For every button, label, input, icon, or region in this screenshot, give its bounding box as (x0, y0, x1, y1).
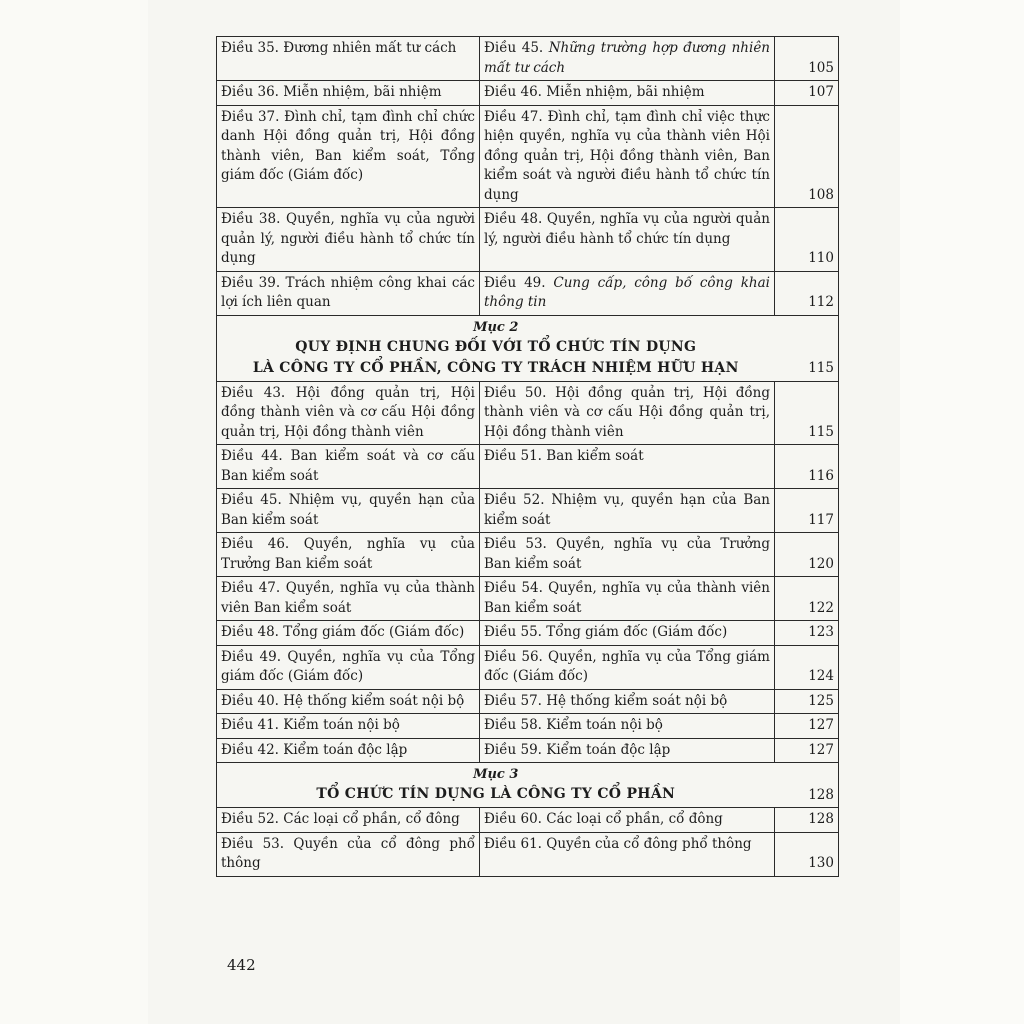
new-article-title: Đình chỉ, tạm đình chỉ việc thực hiện quyền, nghĩa vụ của thành viên Hội đồng quản trị, Hội đồng thành viên, Ban kiểm soát và người điều hành tổ chức tín dụng (484, 108, 770, 203)
old-article-title: Các loại cổ phần, cổ đông (278, 811, 460, 827)
new-article-cell (480, 808, 775, 833)
new-article-number: Điều 54. (484, 580, 543, 596)
page-ref: 123 (775, 621, 839, 646)
page-ref: 124 (775, 645, 839, 689)
new-article-title: Các loại cổ phần, cổ đông (541, 811, 723, 827)
old-article-cell (217, 445, 480, 489)
new-article-number: Điều 56. (484, 648, 543, 665)
new-article-cell (480, 208, 775, 272)
old-article-title: Quyền của cổ đông phổ thông (221, 835, 476, 871)
page-ref: 128 (775, 808, 839, 833)
old-article-cell (217, 381, 480, 445)
table-row (217, 489, 839, 533)
new-article-cell (480, 533, 775, 577)
section-title-line-1: TỔ CHỨC TÍN DỤNG LÀ CÔNG TY CỔ PHẦN (316, 786, 676, 802)
old-article-title: Ban kiểm soát và cơ cấu Ban kiểm soát (221, 448, 476, 484)
old-article-cell (217, 533, 480, 577)
new-article-title: Quyền, nghĩa vụ của Tổng giám đốc (Giám đốc) (484, 648, 770, 684)
new-article-number: Điều 58. (484, 717, 542, 733)
page-margin (900, 0, 1024, 1024)
page-ref: 127 (775, 714, 839, 739)
old-article-title: Quyền, nghĩa vụ của Tổng giám đốc (Giám đốc) (221, 648, 475, 684)
old-article-cell (217, 105, 480, 208)
old-article-number: Điều 44. (221, 448, 283, 464)
page-ref: 128 (775, 763, 839, 808)
old-article-title: Miễn nhiệm, bãi nhiệm (278, 84, 442, 100)
new-article-number: Điều 51. (484, 448, 542, 464)
new-article-number: Điều 61. (484, 835, 542, 852)
old-article-cell (217, 81, 480, 106)
old-article-number: Điều 38. (221, 211, 281, 227)
page-ref: 112 (775, 271, 839, 315)
new-article-title: Quyền của cổ đông phổ thông (541, 835, 752, 852)
table-row (217, 81, 839, 106)
new-article-title: Miễn nhiệm, bãi nhiệm (541, 84, 705, 100)
section-label: Mục 3 (473, 767, 519, 782)
old-article-cell (217, 37, 480, 81)
table-row (217, 208, 839, 272)
new-article-title: Quyền, nghĩa vụ của thành viên Ban kiểm soát (484, 580, 770, 616)
page-ref: 125 (775, 689, 839, 714)
old-article-title: Đình chỉ, tạm đình chỉ chức danh Hội đồng quản trị, Hội đồng thành viên, Ban kiểm soát, Tổng giám đốc (Giám đốc) (221, 108, 475, 183)
old-article-number: Điều 36. (221, 84, 279, 100)
old-article-number: Điều 46. (221, 536, 290, 552)
table-row (217, 381, 839, 445)
section-label: Mục 2 (473, 319, 519, 335)
old-article-number: Điều 49. (221, 648, 282, 665)
page-ref: 110 (775, 208, 839, 272)
table-row (217, 271, 839, 315)
old-article-number: Điều 39. (221, 274, 281, 291)
new-article-cell (480, 832, 775, 876)
new-article-number: Điều 50. (484, 384, 547, 401)
new-article-title: Ban kiểm soát (541, 448, 644, 464)
new-article-title: Hội đồng quản trị, Hội đồng thành viên và cơ cấu Hội đồng quản trị, Hội đồng thành viên (484, 384, 770, 440)
new-article-cell (480, 714, 775, 739)
new-article-cell (480, 271, 775, 315)
new-article-number: Điều 49. (484, 274, 546, 291)
old-article-number: Điều 37. (221, 108, 280, 125)
old-article-number: Điều 52. (221, 811, 279, 827)
old-article-number: Điều 41. (221, 717, 279, 733)
new-article-number: Điều 57. (484, 692, 542, 709)
old-article-title: Hệ thống kiểm soát nội bộ (278, 692, 465, 709)
page-ref: 127 (775, 738, 839, 763)
new-article-cell (480, 105, 775, 208)
old-article-cell (217, 271, 480, 315)
new-article-cell (480, 489, 775, 533)
old-article-title: Đương nhiên mất tư cách (278, 40, 457, 56)
section-header-row (217, 763, 839, 808)
old-article-cell (217, 577, 480, 621)
old-article-title: Tổng giám đốc (Giám đốc) (278, 624, 465, 640)
old-article-title: Kiểm toán nội bộ (278, 717, 400, 733)
old-article-title: Nhiệm vụ, quyền hạn của Ban kiểm soát (221, 492, 475, 528)
new-article-title: Cung cấp, công bố công khai thông tin (484, 274, 770, 310)
new-article-number: Điều 47. (484, 108, 543, 125)
page-ref: 116 (775, 445, 839, 489)
old-article-cell (217, 808, 480, 833)
old-article-number: Điều 43. (221, 384, 286, 401)
new-article-cell (480, 381, 775, 445)
new-article-number: Điều 55. (484, 624, 542, 640)
old-article-cell (217, 689, 480, 714)
old-article-cell (217, 645, 480, 689)
old-article-number: Điều 53. (221, 835, 285, 852)
new-article-title: Kiểm toán độc lập (541, 741, 671, 758)
new-article-cell (480, 621, 775, 646)
new-article-cell (480, 645, 775, 689)
table-row (217, 738, 839, 763)
table-row (217, 445, 839, 489)
old-article-title: Quyền, nghĩa vụ của Trưởng Ban kiểm soát (221, 536, 475, 572)
table-row (217, 105, 839, 208)
table-row (217, 689, 839, 714)
old-article-title: Trách nhiệm công khai các lợi ích liên quan (221, 274, 475, 310)
page-ref: 130 (775, 832, 839, 876)
new-article-title: Quyền, nghĩa vụ của Trưởng Ban kiểm soát (484, 536, 770, 572)
new-article-title: Những trường hợp đương nhiên mất tư cách (484, 40, 770, 76)
section-title-line-1: QUY ĐỊNH CHUNG ĐỐI VỚI TỔ CHỨC TÍN DỤNG (295, 338, 697, 355)
new-article-number: Điều 52. (484, 492, 545, 508)
section-header-row (217, 315, 839, 381)
page-ref: 115 (775, 381, 839, 445)
table-row (217, 832, 839, 876)
table-row (217, 533, 839, 577)
section-title-line-2: LÀ CÔNG TY CỔ PHẦN, CÔNG TY TRÁCH NHIỆM HỮU HẠN (252, 359, 739, 376)
table-row (217, 621, 839, 646)
table-row (217, 37, 839, 81)
new-article-number: Điều 48. (484, 211, 543, 227)
new-article-cell (480, 81, 775, 106)
page-ref: 108 (775, 105, 839, 208)
new-article-title: Quyền, nghĩa vụ của người quản lý, người điều hành tổ chức tín dụng (484, 211, 770, 247)
page-number: 442 (227, 956, 256, 974)
old-article-cell (217, 832, 480, 876)
new-article-number: Điều 60. (484, 811, 542, 827)
new-article-title: Kiểm toán nội bộ (541, 717, 663, 733)
old-article-title: Quyền, nghĩa vụ của người quản lý, người điều hành tổ chức tín dụng (221, 211, 475, 266)
section-header (217, 763, 775, 808)
page-ref: 107 (775, 81, 839, 106)
new-article-number: Điều 53. (484, 536, 547, 552)
page-ref: 105 (775, 37, 839, 81)
new-article-cell (480, 689, 775, 714)
old-article-cell (217, 489, 480, 533)
table-row (217, 714, 839, 739)
old-article-title: Hội đồng quản trị, Hội đồng thành viên và cơ cấu Hội đồng quản trị, Hội đồng thành viên (221, 384, 475, 440)
old-article-title: Kiểm toán độc lập (278, 741, 408, 758)
old-article-cell (217, 714, 480, 739)
table-row (217, 577, 839, 621)
page-ref: 122 (775, 577, 839, 621)
new-article-cell (480, 577, 775, 621)
new-article-title: Nhiệm vụ, quyền hạn của Ban kiểm soát (484, 492, 770, 528)
old-article-cell (217, 621, 480, 646)
table-row (217, 808, 839, 833)
old-article-number: Điều 45. (221, 492, 282, 508)
old-article-title: Quyền, nghĩa vụ của thành viên Ban kiểm soát (221, 580, 476, 616)
old-article-number: Điều 48. (221, 624, 279, 640)
old-article-number: Điều 40. (221, 692, 279, 709)
table-row (217, 645, 839, 689)
new-article-cell (480, 445, 775, 489)
new-article-cell (480, 37, 775, 81)
new-article-cell (480, 738, 775, 763)
page-ref: 115 (775, 315, 839, 381)
new-article-number: Điều 45. (484, 40, 544, 56)
old-article-cell (217, 208, 480, 272)
page-ref: 120 (775, 533, 839, 577)
old-article-cell (217, 738, 480, 763)
old-article-number: Điều 35. (221, 40, 279, 56)
new-article-title: Tổng giám đốc (Giám đốc) (541, 624, 728, 640)
section-header (217, 315, 775, 381)
old-article-number: Điều 47. (221, 580, 281, 596)
new-article-title: Hệ thống kiểm soát nội bộ (541, 692, 728, 709)
new-article-number: Điều 59. (484, 741, 542, 758)
toc-table (216, 36, 839, 877)
page-ref: 117 (775, 489, 839, 533)
old-article-number: Điều 42. (221, 741, 279, 758)
new-article-number: Điều 46. (484, 84, 542, 100)
